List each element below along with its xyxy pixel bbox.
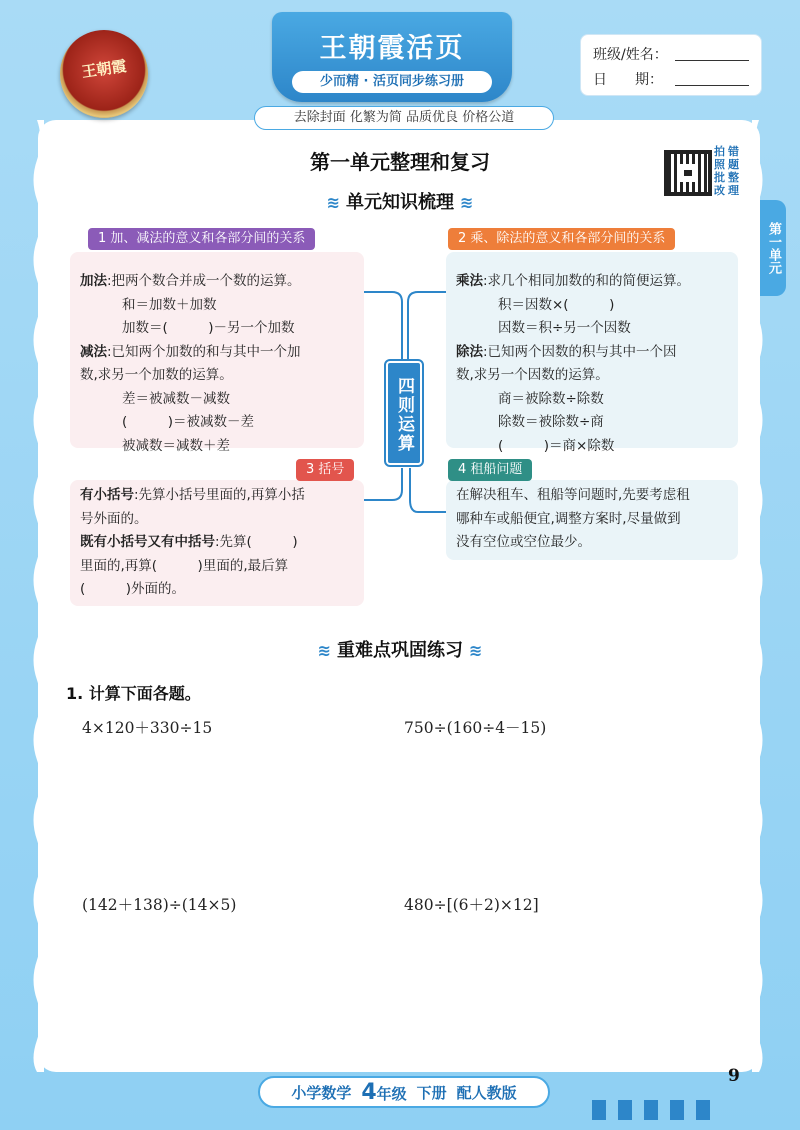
answer-area-3[interactable]	[66, 922, 386, 1062]
brand-subtitle: 少而精 · 活页同步练习册	[292, 71, 492, 93]
wave-icon: ≋	[469, 641, 483, 660]
knowledge-line	[456, 270, 728, 294]
knowledge-box-brackets	[70, 480, 364, 606]
footer-subject: 小学数学	[291, 1083, 352, 1102]
knowledge-line	[456, 341, 728, 365]
knowledge-line	[80, 341, 354, 365]
knowledge-line	[80, 411, 354, 435]
line-text: 加数＝( )－另一个加数	[122, 320, 295, 336]
box-heading-brackets: 3 括号	[296, 459, 354, 481]
section-title-practice: ≋ 重难点巩固练习 ≋	[317, 640, 483, 661]
line-text: :先算小括号里面的,再算小括	[134, 487, 305, 503]
center-topic-label: 四则运算	[386, 361, 422, 465]
brand-title: 王朝霞活页	[319, 33, 465, 64]
wave-icon: ≋	[460, 193, 474, 212]
line-text: :已知两个加数的和与其中一个加	[107, 343, 301, 360]
page-title: 第一单元整理和复习	[310, 150, 490, 174]
line-text: 没有空位或空位最少。	[456, 534, 591, 550]
knowledge-line	[80, 317, 354, 341]
expression-1: 4×120＋330÷15	[82, 719, 213, 737]
line-text: :先算( )	[215, 534, 298, 550]
decorative-bars	[592, 1100, 710, 1120]
knowledge-line	[80, 270, 354, 294]
term-label: 既有小括号又有中括号	[80, 534, 215, 550]
knowledge-line	[456, 364, 728, 388]
line-text: 在解决租车、租船等问题时,先要考虑租	[456, 487, 690, 503]
line-text: 里面的,再算( )里面的,最后算	[80, 557, 289, 574]
expression-3: (142＋138)÷(14×5)	[82, 896, 237, 914]
logo-text: 王朝霞	[80, 56, 128, 82]
section-title-knowledge: ≋ 单元知识梳理 ≋	[326, 192, 474, 213]
wave-icon: ≋	[326, 193, 340, 212]
footer-banner	[258, 1076, 550, 1108]
answer-area-1[interactable]	[66, 744, 386, 884]
term-label: 有小括号	[80, 487, 134, 503]
knowledge-line	[456, 294, 728, 318]
knowledge-line	[456, 531, 728, 555]
knowledge-box-addition	[70, 252, 364, 454]
line-text: :把两个数合并成一个数的运算。	[107, 273, 301, 289]
term-label: 乘法	[456, 273, 483, 289]
knowledge-line	[80, 388, 354, 412]
knowledge-line	[80, 555, 354, 579]
answer-area-2[interactable]	[400, 744, 730, 884]
line-text: 被减数＝减数＋差	[122, 437, 230, 454]
box-heading-multiplication: 2 乘、除法的意义和各部分间的关系	[448, 228, 675, 250]
term-label: 除法	[456, 343, 483, 360]
line-text: 商＝被除数÷除数	[498, 390, 604, 407]
knowledge-line	[456, 484, 728, 508]
footer-edition: 配人教版	[456, 1083, 517, 1102]
slogan: 去除封面 化繁为简 品质优良 价格公道	[254, 106, 554, 130]
line-text: 和＝加数＋加数	[122, 296, 217, 313]
expression-4: 480÷[(6＋2)×12]	[404, 896, 539, 914]
knowledge-line	[456, 388, 728, 412]
term-label: 加法	[80, 273, 107, 289]
line-text: 积＝因数×( )	[498, 296, 615, 313]
answer-area-4[interactable]	[400, 922, 730, 1062]
class-name-label: 班级/姓名：	[593, 46, 668, 63]
knowledge-line	[80, 364, 354, 388]
line-text: ( )＝被减数－差	[122, 414, 255, 430]
line-text: 号外面的。	[80, 510, 148, 527]
question-1-title: 1. 计算下面各题。	[66, 684, 201, 703]
knowledge-box-multiplication	[446, 252, 738, 454]
knowledge-line	[80, 435, 354, 459]
term-label: 减法	[80, 343, 107, 360]
footer-volume: 下册	[416, 1083, 447, 1102]
knowledge-line	[80, 294, 354, 318]
wave-icon: ≋	[317, 641, 331, 660]
knowledge-line	[456, 411, 728, 435]
line-text: 数,求另一个因数的运算。	[456, 367, 609, 383]
knowledge-line	[80, 578, 354, 602]
line-text: :求几个相同加数的和的简便运算。	[483, 273, 691, 289]
line-text: 除数＝被除数÷商	[498, 414, 604, 430]
unit-side-tab: 第一单元	[760, 200, 786, 296]
knowledge-box-boat-rental	[446, 480, 738, 560]
line-text: 差＝被减数－减数	[122, 390, 230, 407]
line-text: 哪种车或船便宜,调整方案时,尽量做到	[456, 510, 681, 527]
knowledge-line	[80, 484, 354, 508]
line-text: 数,求另一个加数的运算。	[80, 367, 233, 383]
qr-caption: 拍 错 照 题 批 整 改 理	[714, 145, 739, 197]
box-heading-boat-rental: 4 租船问题	[448, 459, 532, 481]
line-text: ( )外面的。	[80, 581, 186, 597]
knowledge-line	[456, 317, 728, 341]
knowledge-line	[80, 531, 354, 555]
knowledge-line	[456, 435, 728, 459]
footer-grade-label: 年级	[376, 1084, 407, 1103]
page-number: 9	[728, 1066, 740, 1086]
box-heading-addition: 1 加、减法的意义和各部分间的关系	[88, 228, 315, 250]
line-text: :已知两个因数的积与其中一个因	[483, 343, 677, 360]
line-text: ( )＝商×除数	[498, 437, 615, 454]
date-label: 日 期：	[593, 71, 663, 88]
expression-2: 750÷(160÷4－15)	[404, 719, 547, 737]
knowledge-line	[80, 508, 354, 532]
footer-grade-number: 4	[361, 1079, 377, 1105]
knowledge-line	[456, 508, 728, 532]
line-text: 因数＝积÷另一个因数	[498, 320, 631, 336]
